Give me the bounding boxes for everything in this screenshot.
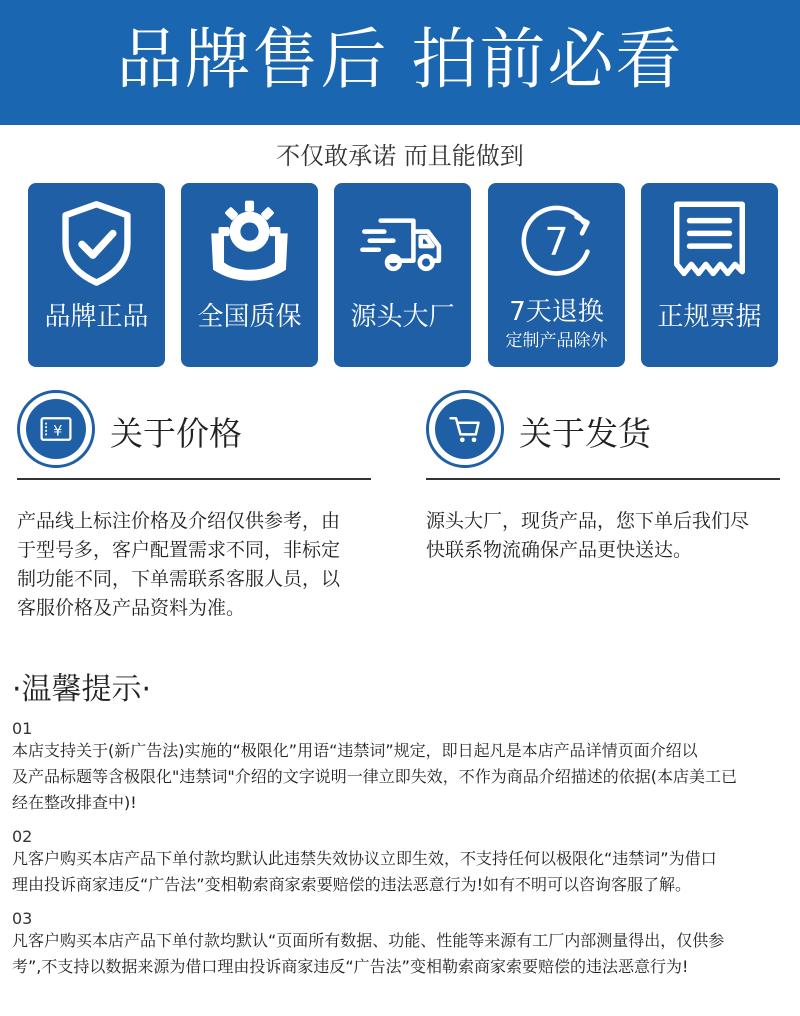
banner-title: 品牌售后 拍前必看 (116, 21, 684, 98)
tip-number: 01 (12, 719, 33, 738)
shield-check-icon (51, 197, 142, 288)
text-line: 及产品标题等含极限化"违禁词"介绍的文字说明一律立即失效，不作为商品介绍描述的依据(本店美工已 (12, 767, 737, 786)
feature-sublabel: 定制产品除外 (505, 331, 608, 351)
text-line: 经在整改排查中)! (12, 793, 137, 812)
shipping-description (426, 507, 749, 565)
feature-label: 品牌正品 (44, 302, 149, 332)
shipping-title: 关于发货 (519, 414, 651, 453)
cart-icon (447, 411, 483, 447)
text-line: 考”,不支持以数据来源为借口理由投诉商家违反“广告法”变相勒索商家索要赔偿的违法恶意行为! (12, 957, 689, 976)
text-line: 快联系物流确保产品更快送达。 (426, 539, 693, 561)
subtitle: 不仅敢承诺 而且能做到 (276, 142, 524, 170)
svg-text:¥: ¥ (53, 423, 63, 440)
feature-label: 正规票据 (657, 302, 762, 332)
seven-badge: 7 (544, 221, 569, 266)
feature-card-factory (334, 183, 471, 367)
text-line: 客服价格及产品资料为准。 (17, 597, 246, 619)
tip-text (12, 928, 792, 980)
gear-hand-icon (204, 197, 295, 288)
seven-day-icon (511, 197, 602, 288)
text-line: 源头大厂，现货产品，您下单后我们尽 (426, 510, 750, 532)
text-line: 凡客户购买本店产品下单付款均默认此违禁失效协议立即生效，不支持任何以极限化“违禁词”为借口 (12, 849, 717, 868)
tips-title: ·温馨提示· (12, 672, 152, 707)
header-banner (0, 0, 800, 125)
feature-label: 源头大厂 (350, 302, 455, 332)
feature-label: 全国质保 (197, 302, 302, 332)
price-divider (17, 478, 371, 480)
tip-text (12, 738, 792, 816)
feature-card-warranty (181, 183, 318, 367)
feature-card-genuine (28, 183, 165, 367)
text-line: 制功能不同，下单需联系客服人员，以 (17, 568, 341, 590)
tip-number: 02 (12, 827, 33, 846)
text-line: 本店支持关于(新广告法)实施的“极限化”用语“违禁词”规定，即日起凡是本店产品详情页面介绍以 (12, 741, 698, 760)
feature-card-return (488, 183, 625, 367)
receipt-icon (664, 197, 755, 288)
price-title: 关于价格 (110, 414, 242, 453)
feature-label: 7天退换 (509, 297, 604, 327)
text-line: 凡客户购买本店产品下单付款均默认“页面所有数据、功能、性能等来源有工厂内部测量得出，仅供参 (12, 931, 725, 950)
shipping-badge (426, 390, 504, 468)
text-line: 产品线上标注价格及介绍仅供参考，由 (17, 510, 341, 532)
price-description (17, 507, 340, 623)
price-tag-icon (38, 411, 74, 447)
truck-icon (357, 197, 448, 288)
tip-number: 03 (12, 909, 33, 928)
tip-text (12, 846, 792, 898)
price-badge (17, 390, 95, 468)
feature-card-invoice (641, 183, 778, 367)
text-line: 于型号多，客户配置需求不同，非标定 (17, 539, 341, 561)
shipping-divider (426, 478, 780, 480)
text-line: 理由投诉商家违反“广告法”变相勒索商家索要赔偿的违法恶意行为!如有不明可以咨询客服了解。 (12, 875, 691, 894)
